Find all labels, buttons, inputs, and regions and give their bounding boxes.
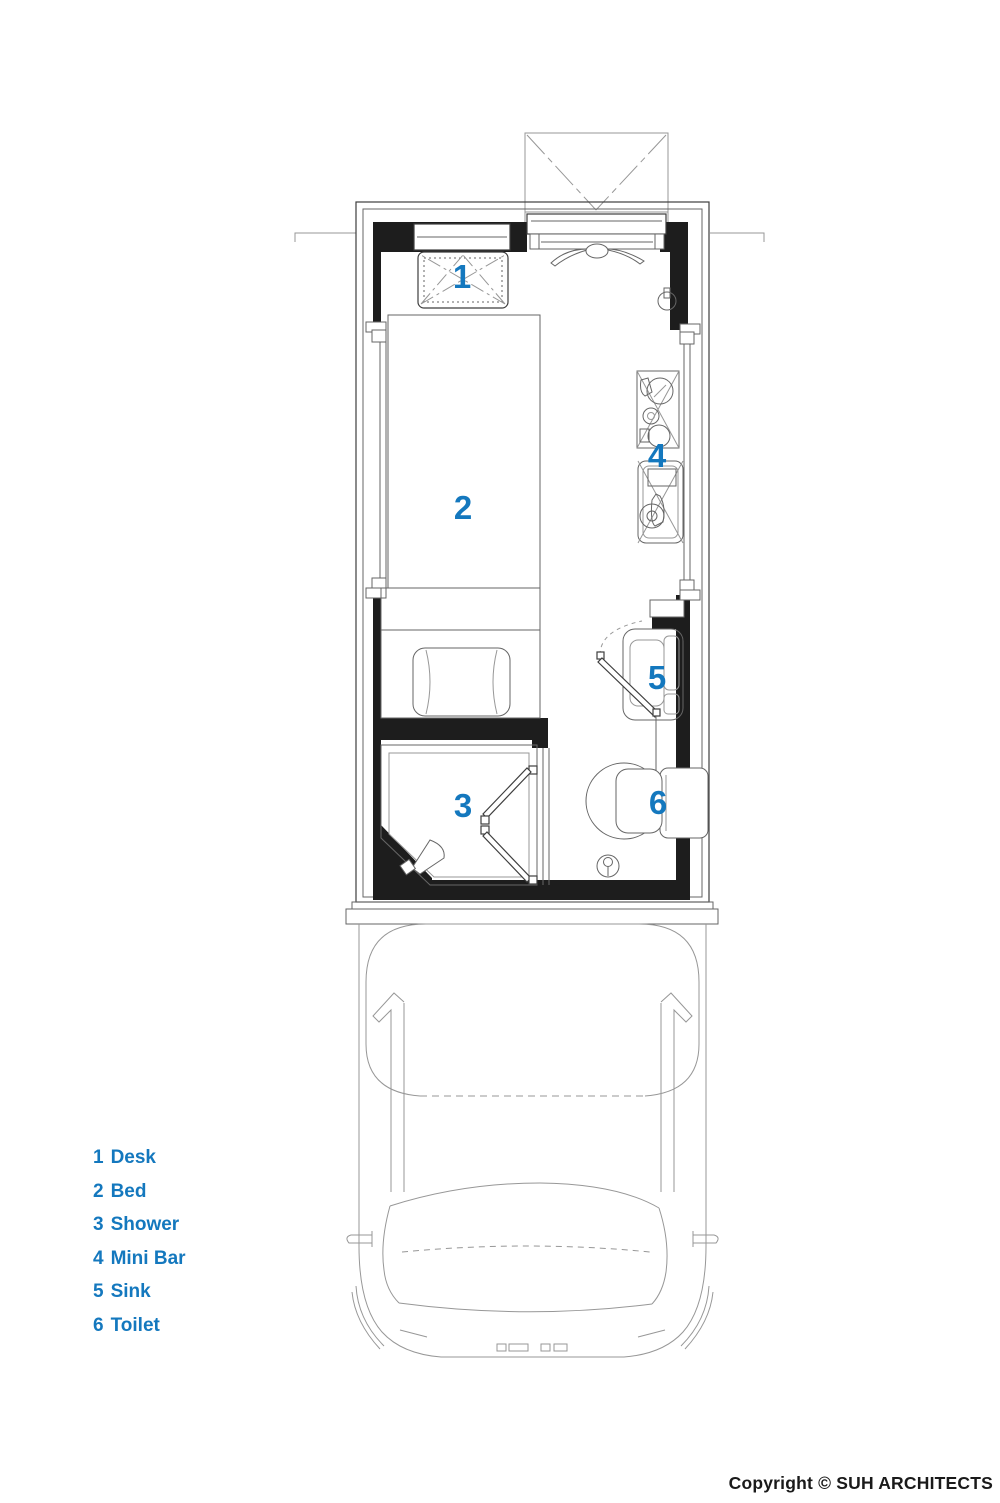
cab-roof (366, 924, 699, 1096)
legend-number: 4 (93, 1247, 104, 1269)
legend-item-bed (93, 1175, 186, 1209)
room-label-desk: 1 (452, 258, 472, 295)
room-label-toilet: 6 (648, 784, 668, 821)
legend-item-shower (93, 1208, 186, 1242)
legend-number: 6 (93, 1314, 104, 1336)
hood (383, 1183, 667, 1312)
toilet (586, 763, 708, 839)
legend-item-toilet (93, 1309, 186, 1343)
copyright-notice: Copyright © SUH ARCHITECTS (728, 1473, 993, 1493)
legend-label: Shower (110, 1214, 180, 1235)
legend-label: Desk (110, 1147, 156, 1168)
cab-sides (359, 924, 706, 1246)
truck-cab (347, 924, 718, 1357)
legend-number: 5 (93, 1281, 104, 1302)
windshield-cowl (402, 1246, 650, 1252)
legend-number: 2 (93, 1180, 104, 1202)
legend-label: Sink (110, 1281, 151, 1302)
legend-number: 3 (93, 1214, 104, 1235)
legend-label: Bed (110, 1180, 147, 1202)
legend-number: 1 (93, 1147, 104, 1168)
room-label-shower: 3 (453, 787, 473, 824)
left-window (366, 322, 386, 598)
pillow (413, 648, 510, 716)
grille-details (400, 1330, 665, 1351)
legend-label: Mini Bar (110, 1247, 186, 1269)
wheel-flare-right (681, 1286, 713, 1349)
room-label-sink: 5 (647, 659, 667, 696)
room-label-bed: 2 (453, 489, 473, 526)
legend-item-sink (93, 1275, 186, 1309)
legend-item-desk (93, 1141, 186, 1175)
legend (93, 1141, 186, 1342)
desk-cabinet (414, 224, 510, 250)
wheel-flare-left (352, 1286, 384, 1349)
room-label-minibar: 4 (647, 437, 667, 474)
floor-drain-icon (597, 855, 619, 877)
legend-label: Toilet (110, 1314, 160, 1336)
legend-item-minibar (93, 1242, 186, 1276)
